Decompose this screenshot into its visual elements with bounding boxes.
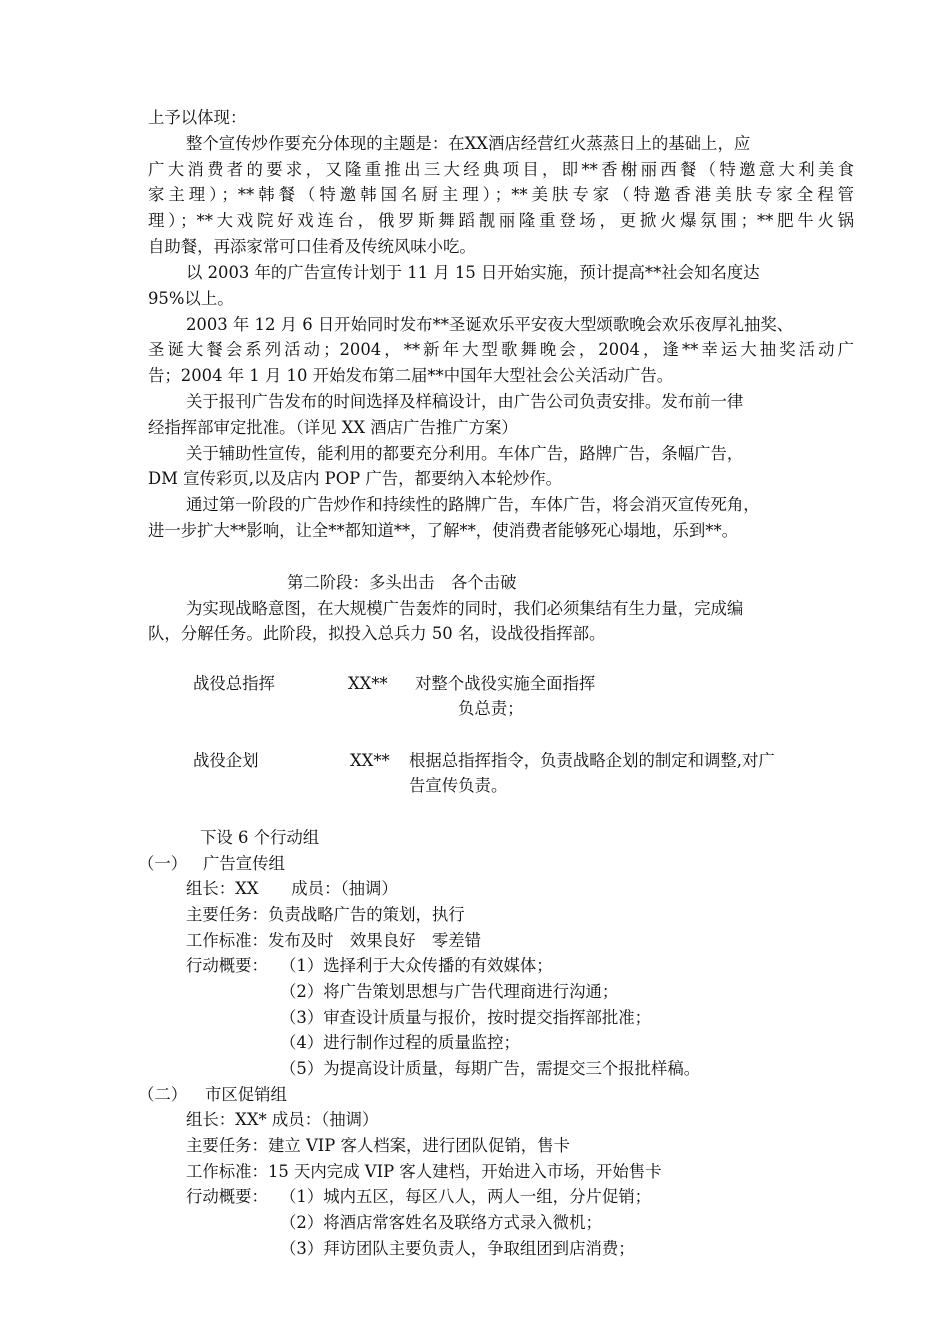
command-duty: 告宣传负责。 [409,776,508,795]
paragraph-line: 2003 年 12 月 6 日开始同时发布**圣诞欢乐平安夜大型颂歌晚会欢乐夜厚礼抽奖、 [186,315,794,334]
group-name: 广告宣传组 [203,854,285,873]
paragraph-line: 通过第一阶段的广告炒作和持续性的路牌广告，车体广告，将会消灭宣传死角， [186,495,760,514]
groups-intro: 下设 6 个行动组 [200,828,320,847]
group-task: 主要任务：负责战略广告的策划，执行 [186,905,465,924]
paragraph-line: 圣诞大餐会系列活动；2004，**新年大型歌舞晚会，2004，逢**幸运大抽奖活动广 [148,340,854,359]
paragraph-line: 进一步扩大**影响，让全**都知道**，了解**，使消费者能够死心塌地，乐到**。 [148,521,739,540]
group-standard: 工作标准：15 天内完成 VIP 客人建档，开始进入市场，开始售卡 [186,1162,662,1181]
section-heading: 第二阶段：多头出击 各个击破 [287,573,517,592]
group-actions-label: 行动概要： [186,1187,268,1206]
paragraph-line: 95%以上。 [148,289,234,308]
paragraph-line: 为实现战略意图，在大规模广告轰炸的同时，我们必须集结有生力量，完成编 [186,599,744,618]
paragraph-line: 告；2004 年 1 月 10 开始发布第二届**中国年大型社会公关活动广告。 [148,366,674,385]
paragraph-line: 关于报刊广告发布的时间选择及样稿设计，由广告公司负责安排。发布前一律 [186,392,744,411]
paragraph-line: 理）；**大戏院好戏连台，俄罗斯舞蹈靓丽隆重登场，更掀火爆氛围；**肥牛火锅 [148,211,854,230]
paragraph-line: 上予以体现： [148,108,247,127]
paragraph-line: 家主理）；**韩餐（特邀韩国名厨主理）；**美肤专家（特邀香港美肤专家全程管 [148,185,854,204]
command-person: XX** [348,674,388,693]
command-role: 战役总指挥 [193,674,275,693]
paragraph-line: 自助餐，再添家常可口佳肴及传统风味小吃。 [148,237,476,256]
command-role: 战役企划 [193,751,259,770]
action-item: （1）选择利于大众传播的有效媒体； [280,956,553,975]
action-item: （1）城内五区，每区八人，两人一组，分片促销； [280,1187,652,1206]
paragraph-line: 广大消费者的要求，又隆重推出三大经典项目，即**香榭丽西餐（特邀意大利美食 [148,160,854,179]
action-item: （3）拜访团队主要负责人，争取组团到店消费； [280,1239,635,1258]
command-duty: 负总责； [458,699,524,718]
command-duty: 对整个战役实施全面指挥 [415,674,596,693]
command-person: XX** [350,751,390,770]
group-leader: 组长：XX 成员：（抽调） [186,879,398,898]
group-standard: 工作标准：发布及时 效果良好 零差错 [186,931,482,950]
action-item: （5）为提高设计质量，每期广告，需提交三个报批样稿。 [280,1059,701,1078]
group-number: （一） [138,854,188,873]
action-item: （2）将广告策划思想与广告代理商进行沟通； [280,982,619,1001]
group-number: （二） [138,1085,188,1104]
group-leader: 组长：XX* 成员：（抽调） [186,1110,379,1129]
paragraph-line: 经指挥部审定批准。（详见 XX 酒店广告推广方案） [148,418,518,437]
action-item: （3）审查设计质量与报价，按时提交指挥部批准； [280,1008,652,1027]
paragraph-line: 整个宣传炒作要充分体现的主题是：在XX酒店经营红火蒸蒸日上的基础上，应 [186,134,751,153]
group-task: 主要任务：建立 VIP 客人档案，进行团队促销，售卡 [186,1136,570,1155]
paragraph-line: 关于辅助性宣传，能利用的都要充分利用。车体广告，路牌广告，条幅广告， [186,444,744,463]
action-item: （2）将酒店常客姓名及联络方式录入微机； [280,1213,602,1232]
command-duty: 根据总指挥指令，负责战略企划的制定和调整,对广 [409,751,775,770]
group-actions-label: 行动概要： [186,956,268,975]
action-item: （4）进行制作过程的质量监控； [280,1033,520,1052]
paragraph-line: 队，分解任务。此阶段，拟投入总兵力 50 名，设战役指挥部。 [148,624,606,643]
paragraph-line: 以 2003 年的广告宣传计划于 11 月 15 日开始实施，预计提高**社会知名度达 [186,263,760,282]
paragraph-line: DM 宣传彩页,以及店内 POP 广告，都要纳入本轮炒作。 [148,469,563,488]
group-name: 市区促销组 [205,1085,287,1104]
